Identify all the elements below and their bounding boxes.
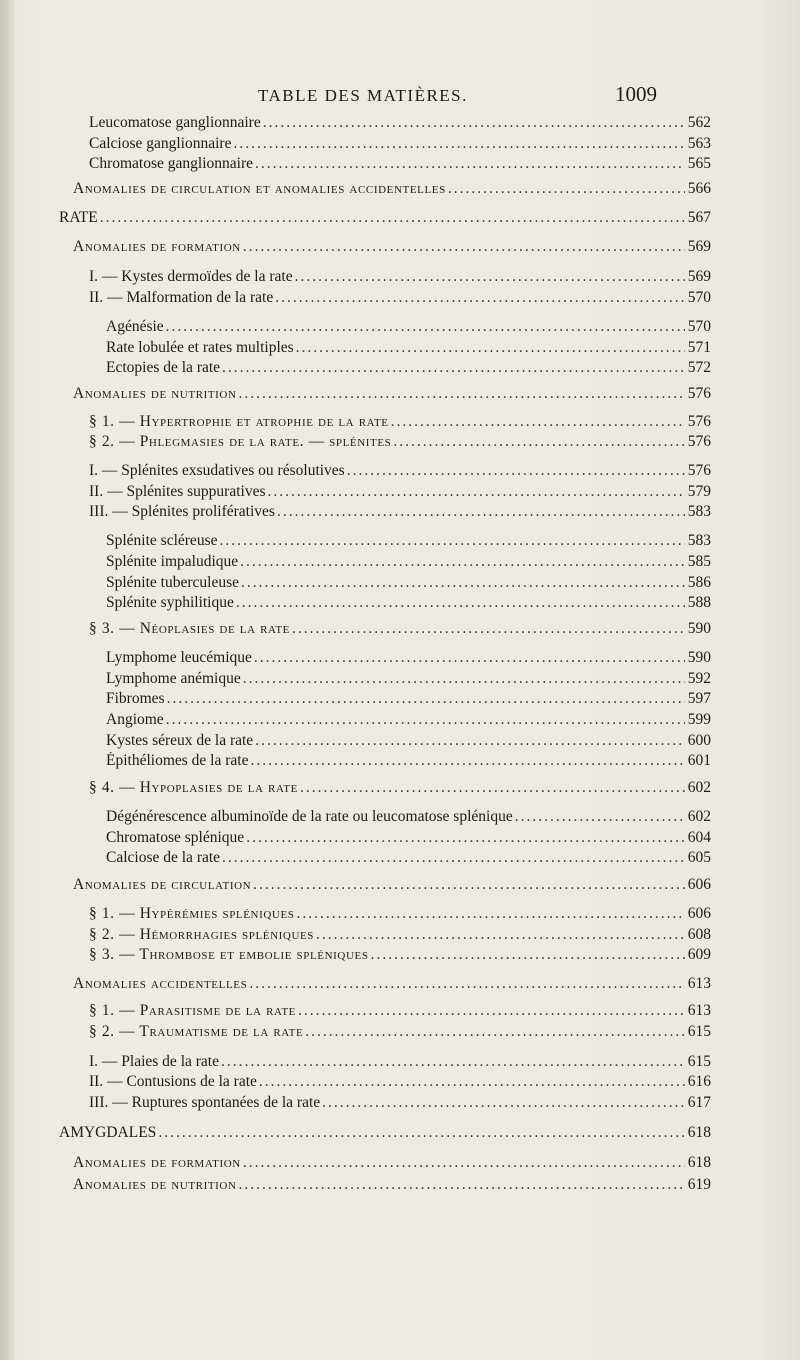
leader-dots	[249, 975, 685, 993]
leader-dots	[240, 553, 685, 571]
entry-page: 562	[687, 114, 711, 131]
entry-page: 605	[687, 849, 711, 866]
entry-page: 576	[687, 385, 711, 402]
entry-title: Splénite scléreuse	[106, 532, 218, 549]
toc-entry	[106, 574, 711, 594]
entry-page: 618	[687, 1154, 711, 1171]
entry-page: 600	[687, 732, 711, 749]
leader-dots	[167, 690, 685, 708]
entry-page: 615	[687, 1053, 711, 1070]
toc-entry	[106, 808, 711, 828]
entry-title: III. — Splénites prolifératives	[89, 503, 275, 520]
leader-dots	[222, 849, 685, 867]
entry-page: 570	[687, 318, 711, 335]
toc-entry	[73, 385, 711, 405]
entry-title: Lymphome leucémique	[106, 649, 252, 666]
entry-page: 569	[687, 238, 711, 255]
entry-title: Lymphome anémique	[106, 670, 241, 687]
entry-title: § 3. — Thrombose et embolie spléniques	[89, 946, 369, 963]
leader-dots	[254, 649, 685, 667]
entry-title: Leucomatose ganglionnaire	[89, 114, 261, 131]
leader-dots	[255, 155, 685, 173]
toc-entry	[89, 1053, 711, 1073]
entry-title: II. — Splénites suppuratives	[89, 483, 266, 500]
leader-dots	[292, 620, 685, 638]
leader-dots	[243, 238, 685, 256]
entry-title: Splénite tuberculeuse	[106, 574, 239, 591]
toc-entry	[73, 1176, 711, 1196]
entry-page: 606	[687, 876, 711, 893]
leader-dots	[255, 732, 685, 750]
entry-page: 602	[687, 779, 711, 796]
leader-dots	[263, 114, 685, 132]
leader-dots	[166, 318, 685, 336]
toc-entry	[106, 649, 711, 669]
toc-entry	[106, 670, 711, 690]
entry-title: Anomalies de formation	[73, 1154, 241, 1171]
entry-page: 619	[687, 1176, 711, 1193]
entry-page: 567	[687, 209, 711, 226]
entry-title: Anomalies de circulation et anomalies accidentelles	[73, 180, 446, 197]
leader-dots	[100, 209, 685, 227]
entry-page: 576	[687, 413, 711, 430]
entry-title: § 1. — Parasitisme de la rate	[89, 1002, 296, 1019]
entry-title: Agénésie	[106, 318, 164, 335]
leader-dots	[158, 1124, 685, 1142]
leader-dots	[243, 1154, 685, 1172]
leader-dots	[298, 1002, 685, 1020]
toc-entry	[89, 462, 711, 482]
toc-entry	[89, 114, 711, 134]
entry-title: Épithéliomes de la rate	[106, 752, 249, 769]
leader-dots	[316, 926, 685, 944]
toc-entry	[89, 433, 711, 453]
entry-title: Calciose de la rate	[106, 849, 221, 866]
entry-page: 609	[687, 946, 711, 963]
leader-dots	[259, 1073, 685, 1091]
toc-entry	[106, 829, 711, 849]
leader-dots	[322, 1094, 685, 1112]
leader-dots	[222, 359, 685, 377]
entry-page: 606	[687, 905, 711, 922]
entry-page: 601	[687, 752, 711, 769]
entry-title: I. — Plaies de la rate	[89, 1053, 219, 1070]
entry-page: 586	[687, 574, 711, 591]
leader-dots	[253, 876, 685, 894]
leader-dots	[241, 574, 685, 592]
entry-title: Angiome	[106, 711, 164, 728]
toc-entry	[89, 926, 711, 946]
leader-dots	[239, 1176, 685, 1194]
toc-entry	[73, 1154, 711, 1174]
entry-title: § 1. — Hypertrophie et atrophie de la rate	[89, 413, 389, 430]
leader-dots	[393, 433, 685, 451]
toc-entry	[59, 1124, 711, 1144]
entry-page: 613	[687, 975, 711, 992]
toc-entry	[89, 905, 711, 925]
entry-page: 613	[687, 1002, 711, 1019]
toc-entry	[89, 268, 711, 288]
leader-dots	[239, 385, 685, 403]
entry-title: II. — Malformation de la rate	[89, 289, 274, 306]
toc-entry	[89, 1023, 711, 1043]
toc-entry	[106, 732, 711, 752]
toc-entry	[106, 532, 711, 552]
toc-entry	[59, 209, 711, 229]
leader-dots	[295, 268, 685, 286]
toc-entry	[89, 289, 711, 309]
toc-entry	[73, 180, 711, 200]
entry-title: Splénite impaludique	[106, 553, 239, 570]
leader-dots	[268, 483, 685, 501]
toc-entry	[106, 359, 711, 379]
entry-page: 566	[687, 180, 711, 197]
toc-entry	[106, 339, 711, 359]
entry-title: I. — Kystes dermoïdes de la rate	[89, 268, 293, 285]
leader-dots	[243, 670, 685, 688]
entry-page: 583	[687, 503, 711, 520]
toc-entry	[89, 779, 711, 799]
page-header	[0, 82, 800, 112]
toc-entry	[106, 594, 711, 614]
toc-entry	[73, 238, 711, 258]
toc-entry	[89, 620, 711, 640]
entry-title: Splénite syphilitique	[106, 594, 234, 611]
entry-page: 583	[687, 532, 711, 549]
entry-page: 576	[687, 433, 711, 450]
leader-dots	[277, 503, 685, 521]
entry-page: 572	[687, 359, 711, 376]
entry-title: Anomalies de nutrition	[73, 1176, 237, 1193]
entry-title: Rate lobulée et rates multiples	[106, 339, 294, 356]
entry-page: 618	[687, 1124, 711, 1141]
leader-dots	[300, 779, 685, 797]
entry-title: Anomalies de formation	[73, 238, 241, 255]
entry-title: Chromatose splénique	[106, 829, 245, 846]
toc-entry	[89, 1002, 711, 1022]
entry-page: 617	[687, 1094, 711, 1111]
entry-page: 579	[687, 483, 711, 500]
leader-dots	[391, 413, 685, 431]
entry-page: 576	[687, 462, 711, 479]
page-binding-shadow	[0, 0, 14, 1360]
entry-page: 563	[687, 135, 711, 152]
leader-dots	[297, 905, 686, 923]
toc-entry	[89, 1094, 711, 1114]
toc-entry	[73, 876, 711, 896]
leader-dots	[371, 946, 685, 964]
entry-page: 590	[687, 649, 711, 666]
toc-entry	[106, 318, 711, 338]
leader-dots	[166, 711, 685, 729]
entry-page: 571	[687, 339, 711, 356]
toc-entry	[106, 849, 711, 869]
entry-page: 569	[687, 268, 711, 285]
entry-page: 570	[687, 289, 711, 306]
toc-entry	[89, 155, 711, 175]
entry-title: I. — Splénites exsudatives ou résolutives	[89, 462, 345, 479]
entry-title: Fibromes	[106, 690, 165, 707]
leader-dots	[250, 752, 685, 770]
entry-title: § 2. — Phlegmasies de la rate. — splénites	[89, 433, 392, 450]
entry-title: Anomalies accidentelles	[73, 975, 248, 992]
entry-title: RATE	[59, 209, 98, 226]
entry-page: 597	[687, 690, 711, 707]
leader-dots	[236, 594, 685, 612]
leader-dots	[448, 180, 685, 198]
toc-entry	[89, 946, 711, 966]
toc-entry	[106, 711, 711, 731]
entry-title: § 1. — Hypérémies spléniques	[89, 905, 295, 922]
entry-title: § 2. — Traumatisme de la rate	[89, 1023, 304, 1040]
entry-title: § 2. — Hémorrhagies spléniques	[89, 926, 315, 943]
entry-title: AMYGDALES	[59, 1124, 157, 1141]
entry-title: Dégénérescence albuminoïde de la rate ou leucomatose splénique	[106, 808, 513, 825]
leader-dots	[221, 1053, 685, 1071]
entry-title: Calciose ganglionnaire	[89, 135, 232, 152]
entry-page: 616	[687, 1073, 711, 1090]
leader-dots	[233, 135, 685, 153]
entry-title: Chromatose ganglionnaire	[89, 155, 253, 172]
toc-entry	[73, 975, 711, 995]
entry-page: 588	[687, 594, 711, 611]
leader-dots	[305, 1023, 685, 1041]
running-title: TABLE DES MATIÈRES.	[258, 86, 468, 105]
entry-page: 585	[687, 553, 711, 570]
entry-page: 590	[687, 620, 711, 637]
entry-page: 592	[687, 670, 711, 687]
entry-title: Anomalies de circulation	[73, 876, 252, 893]
entry-title: Ectopies de la rate	[106, 359, 221, 376]
leader-dots	[515, 808, 685, 826]
toc-entry	[89, 503, 711, 523]
leader-dots	[219, 532, 685, 550]
toc-entry	[89, 483, 711, 503]
entry-title: Kystes séreux de la rate	[106, 732, 254, 749]
entry-page: 602	[687, 808, 711, 825]
page-number: 1009	[615, 82, 657, 106]
entry-title: Anomalies de nutrition	[73, 385, 237, 402]
toc-entry	[106, 690, 711, 710]
entry-page: 604	[687, 829, 711, 846]
entry-title: § 4. — Hypoplasies de la rate	[89, 779, 298, 796]
entry-page: 615	[687, 1023, 711, 1040]
entry-page: 599	[687, 711, 711, 728]
toc-entry	[89, 1073, 711, 1093]
entry-page: 608	[687, 926, 711, 943]
entry-title: § 3. — Néoplasies de la rate	[89, 620, 291, 637]
leader-dots	[246, 829, 685, 847]
leader-dots	[296, 339, 685, 357]
leader-dots	[347, 462, 685, 480]
entry-title: II. — Contusions de la rate	[89, 1073, 257, 1090]
toc-entry	[106, 752, 711, 772]
leader-dots	[275, 289, 685, 307]
toc-entry	[89, 135, 711, 155]
toc-entry	[106, 553, 711, 573]
toc-entry	[89, 413, 711, 433]
entry-page: 565	[687, 155, 711, 172]
entry-title: III. — Ruptures spontanées de la rate	[89, 1094, 321, 1111]
